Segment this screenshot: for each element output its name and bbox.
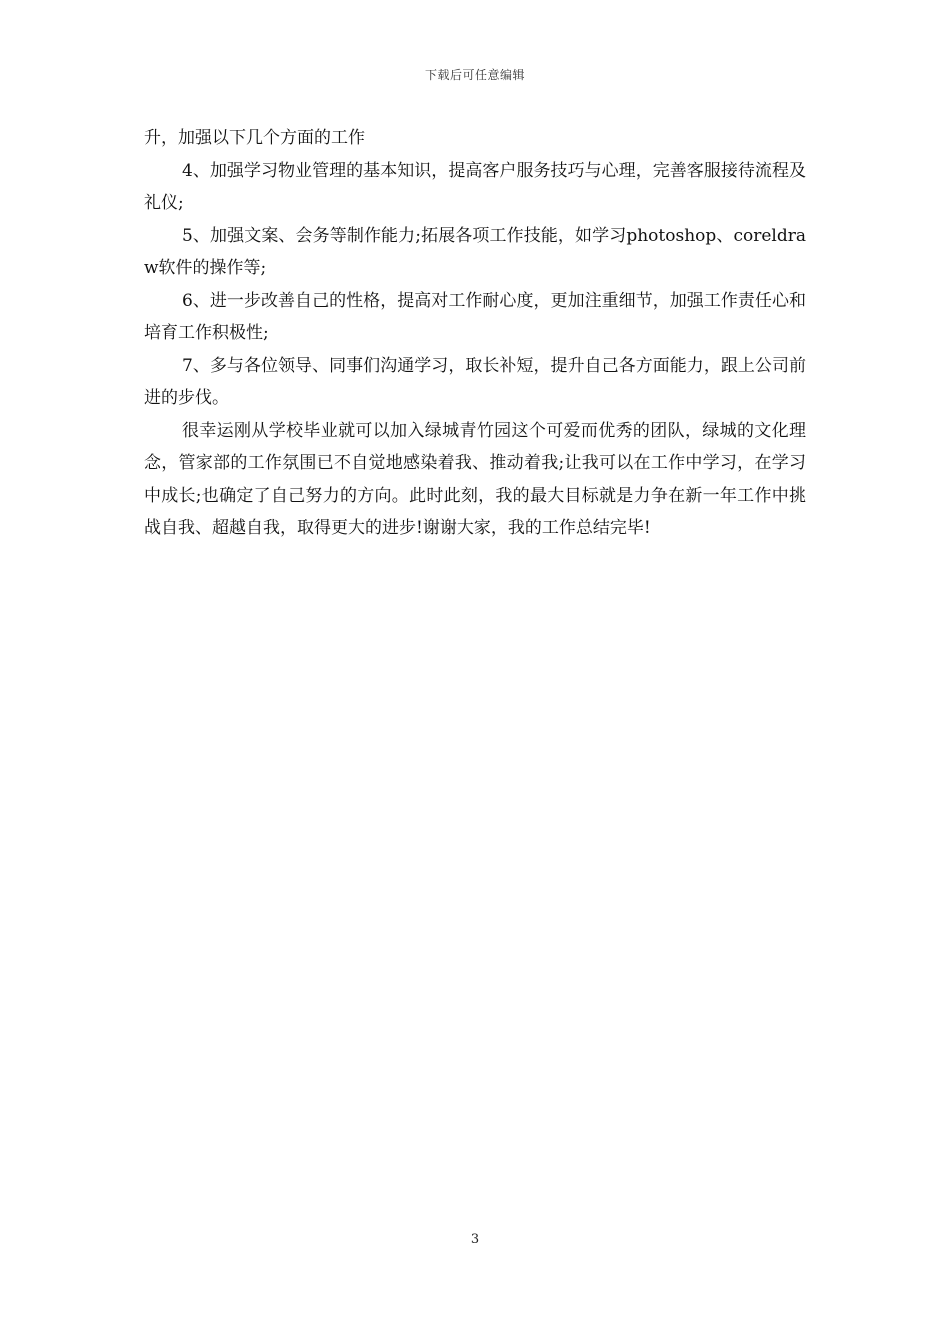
paragraph-item-4: 4、加强学习物业管理的基本知识，提高客户服务技巧与心理，完善客服接待流程及礼仪; — [144, 160, 806, 213]
paragraph-item-7: 7、多与各位领导、同事们沟通学习，取长补短，提升自己各方面能力，跟上公司前进的步伐。 — [144, 355, 806, 408]
paragraph-continuation: 升，加强以下几个方面的工作 — [144, 128, 365, 148]
paragraph-item-6: 6、进一步改善自己的性格，提高对工作耐心度，更加注重细节，加强工作责任心和培育工作积极性; — [144, 290, 806, 343]
document-body — [144, 122, 806, 545]
paragraph-item-5: 5、加强文案、会务等制作能力;拓展各项工作技能，如学习photoshop、coreldraw软件的操作等; — [144, 225, 806, 278]
page-header: 下载后可任意编辑 — [424, 68, 525, 82]
page-number: 3 — [470, 1232, 480, 1247]
paragraph-closing: 很幸运刚从学校毕业就可以加入绿城青竹园这个可爱而优秀的团队，绿城的文化理念，管家部的工作氛围已不自觉地感染着我、推动着我;让我可以在工作中学习，在学习中成长;也确定了自己努力的方向。此时此刻，我的最大目标就是力争在新一年工作中挑战自我、超越自我，取得更大的进步!谢谢大家，我的工作总结完毕! — [144, 420, 806, 538]
